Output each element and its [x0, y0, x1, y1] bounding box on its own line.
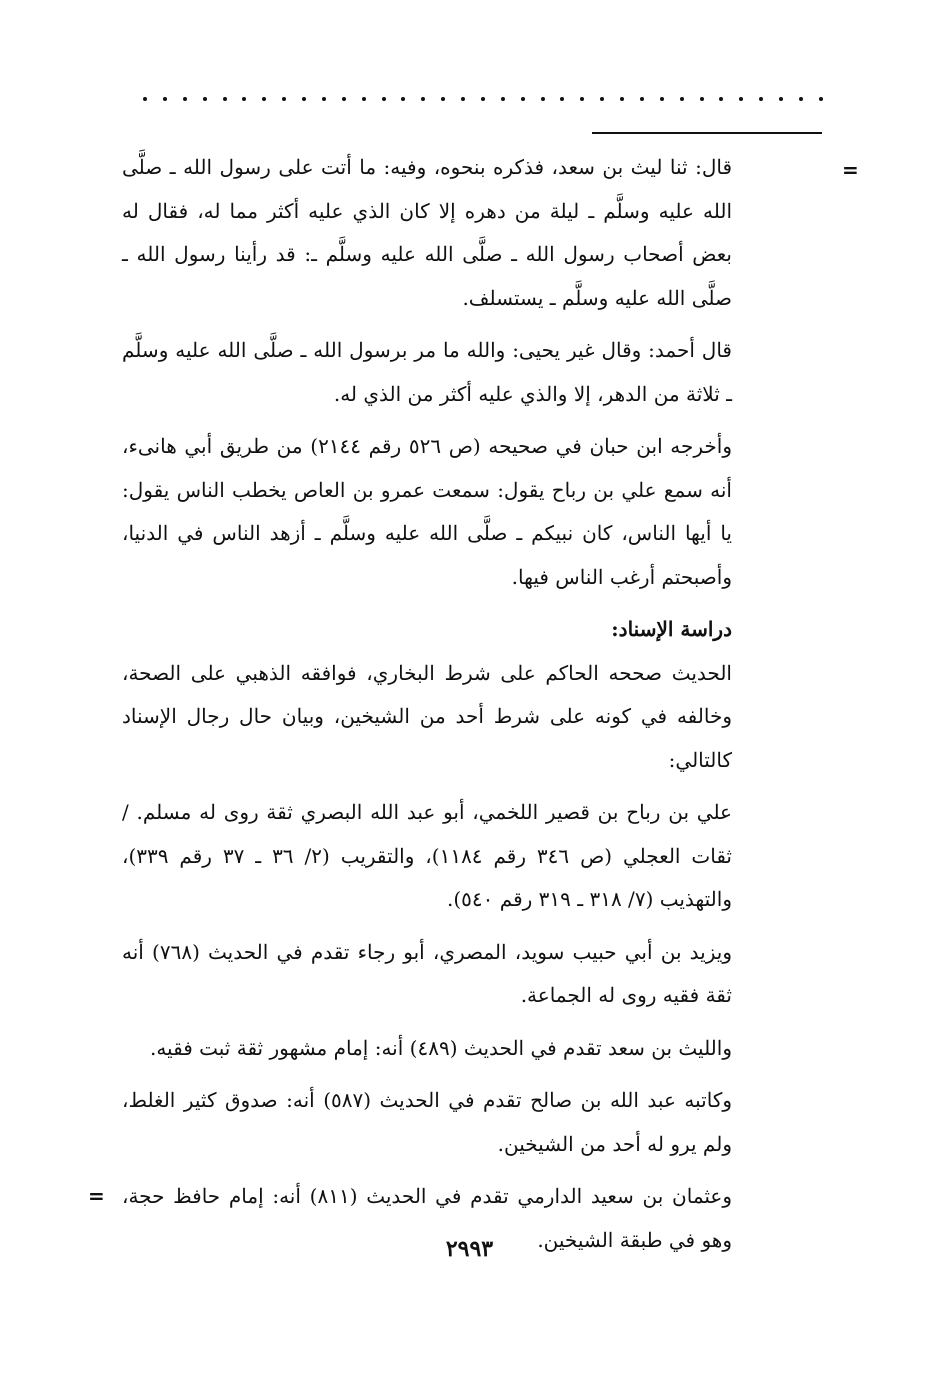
separator-dot [461, 97, 465, 101]
separator-dot [242, 97, 246, 101]
study-paragraph-2: علي بن رباح بن قصير اللخمي، أبو عبد الله البصري ثقة روى له مسلم. / ثقات العجلي (ص ٣٤٦ رقم ١١٨٤)، والتقريب (٢/ ٣٦ ـ ٣٧ رقم ٣٣٩)، والتهذيب (٧/ ٣١٨ ـ ٣١٩ رقم ٥٤٠). [122, 800, 732, 911]
study-paragraph-4: والليث بن سعد تقدم في الحديث (٤٨٩) أنه: إمام مشهور ثقة ثبت فقيه. [149, 1035, 732, 1060]
separator-dot [521, 97, 525, 101]
study-paragraph-5: وكاتبه عبد الله بن صالح تقدم في الحديث (٥٨٧) أنه: صدوق كثير الغلط، ولم يرو له أحد من الشيخين. [122, 1088, 732, 1156]
separator-dot [203, 97, 207, 101]
separator-dot [302, 97, 306, 101]
separator-dot [620, 97, 624, 101]
paragraph-1: قال: ثنا ليث بن سعد، فذكره بنحوه، وفيه: ما أتت على رسول الله ـ صلَّى الله عليه وسلَّم ـ ليلة من دهره إلا كان الذي عليه أكثر مما له، فقال له بعض أصحاب رسول الله ـ صلَّى الله عليه وسلَّم ـ: قد رأينا رسول الله ـ صلَّى الله عليه وسلَّم ـ يستسلف. [122, 155, 732, 310]
header-rule [592, 132, 822, 134]
separator-dot [382, 97, 386, 101]
separator-dot [700, 97, 704, 101]
separator-dot [541, 97, 545, 101]
separator-dot [719, 97, 723, 101]
margin-mark-top: = [842, 158, 859, 182]
separator-dot [580, 97, 584, 101]
top-dotted-separator [143, 88, 823, 110]
separator-dot [799, 97, 803, 101]
separator-dot [282, 97, 286, 101]
study-paragraph-6: وعثمان بن سعيد الدارمي تقدم في الحديث (٨١١) أنه: إمام حافظ حجة، وهو في طبقة الشيخين. [122, 1184, 733, 1252]
separator-dot [660, 97, 664, 101]
separator-dot [481, 97, 485, 101]
separator-dot [342, 97, 346, 101]
separator-dot [223, 97, 227, 101]
separator-dot [163, 97, 167, 101]
study-paragraph-3: ويزيد بن أبي حبيب سويد، المصري، أبو رجاء تقدم في الحديث (٧٦٨) أنه ثقة فقيه روى له الجماعة. [122, 939, 733, 1007]
page-number: ٢٩٩٣ [445, 1236, 494, 1262]
separator-dot [262, 97, 266, 101]
paragraph-3: وأخرجه ابن حبان في صحيحه (ص ٥٢٦ رقم ٢١٤٤) من طريق أبي هانىء، أنه سمع علي بن رباح يقول: سمعت عمرو بن العاص يخطب الناس يقول: يا أيها الناس، كان نبيكم ـ صلَّى الله عليه وسلَّم ـ أزهد الناس في الدنيا، وأصبحتم أرغب الناس فيها. [122, 434, 732, 589]
separator-dot [560, 97, 564, 101]
separator-dot [819, 97, 823, 101]
separator-dot [401, 97, 405, 101]
separator-dot [640, 97, 644, 101]
section-heading: دراسة الإسناد: [611, 617, 732, 641]
separator-dot [501, 97, 505, 101]
study-paragraph-1: الحديث صححه الحاكم على شرط البخاري، فوافقه الذهبي على الصحة، وخالفه في كونه على شرط أحد من الشيخين، وبيان حال رجال الإسناد كالتالي: [122, 660, 732, 772]
separator-dot [779, 97, 783, 101]
separator-dot [739, 97, 743, 101]
margin-mark-bottom: = [88, 1184, 105, 1208]
separator-dot [441, 97, 445, 101]
paragraph-2: قال أحمد: وقال غير يحيى: والله ما مر برسول الله ـ صلَّى الله عليه وسلَّم ـ ثلاثة من الدهر، إلا والذي عليه أكثر من الذي له. [122, 338, 732, 406]
separator-dot [600, 97, 604, 101]
separator-dot [183, 97, 187, 101]
main-text [122, 146, 732, 1271]
separator-dot [421, 97, 425, 101]
separator-dot [759, 97, 763, 101]
separator-dot [322, 97, 326, 101]
separator-dot [362, 97, 366, 101]
separator-dot [680, 97, 684, 101]
separator-dot [143, 97, 147, 101]
